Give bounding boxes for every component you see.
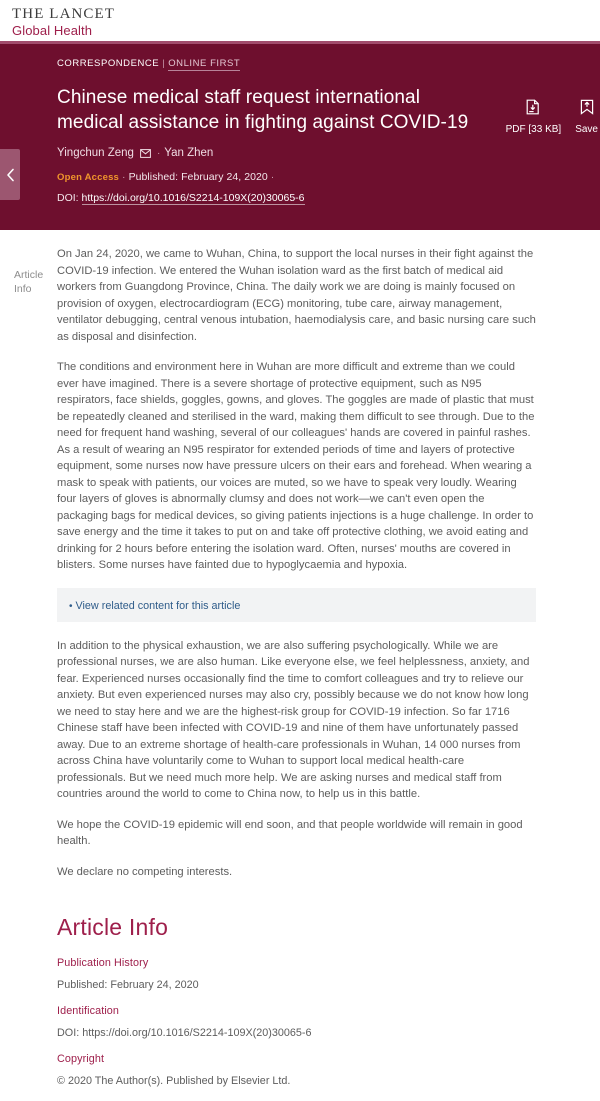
copyright-label[interactable]: Copyright — [57, 1053, 105, 1065]
journal-wordmark[interactable]: THE LANCET — [12, 6, 116, 22]
article-info-section — [57, 914, 536, 1087]
sidebar-item-article-info[interactable]: Article Info — [14, 269, 44, 295]
author-name-1[interactable]: Yan Zhen — [164, 147, 214, 159]
open-access-badge[interactable]: Open Access — [57, 172, 120, 183]
identification-label[interactable]: Identification — [57, 1005, 120, 1017]
article-tools — [506, 99, 600, 135]
article-paragraph: We hope the COVID-19 epidemic will end soon, and that people worldwide will remain in good health. — [57, 818, 523, 847]
copyright-value: © 2020 The Author(s). Published by Elsevier Ltd. — [57, 1075, 291, 1087]
author-email-icon[interactable] — [140, 149, 151, 158]
kicker-separator: | — [162, 58, 166, 69]
article-hero-banner — [0, 44, 600, 230]
save-button[interactable] — [575, 99, 598, 135]
meta-dot-1: · — [122, 171, 126, 183]
site-masthead — [0, 0, 600, 44]
article-side-nav — [0, 246, 57, 1101]
article-content — [57, 246, 600, 1101]
doi-label: DOI: — [57, 192, 79, 204]
article-paragraph: The conditions and environment here in Wuhan are more difficult and extreme than we could ever have imagined. There is a severe shortage of protective equipment, such as N95 respirators, face shields, goggles, gowns, and gloves. The goggles are made of plastic that must be repeatedly cleaned and sterilised in the ward, making them difficult to see through. Due to the need for frequent hand washing, several of our colleagues' hands are covered in painful rashes. As a result of wearing an N95 respirator for extended periods of time and layers of protective equipment, some nurses now have pressure ulcers on their ears and forehead. When wearing a mask to speak with patients, our voices are muted, so we have to speak very loudly. Wearing four layers of gloves is abnormally clumsy and does not work—we can't even open the packaging bags for medical devices, so giving patients injections is a huge challenge. In order to save energy and the time it takes to put on and take off protective clothing, we avoid eating and drinking for 2 hours before entering the isolation ward. Often, nurses' mouths are covered in blisters. Some nurses have fainted due to hypoglycaemia and hypoxia. — [57, 361, 535, 571]
save-bookmark-icon — [580, 99, 594, 120]
doi-link[interactable]: https://doi.org/10.1016/S2214-109X(20)30065-6 — [81, 192, 305, 204]
author-separator: · — [156, 147, 161, 159]
related-content-box — [57, 588, 536, 622]
journal-section-name[interactable]: Global Health — [12, 23, 93, 38]
meta-dot-2: · — [270, 171, 275, 183]
doi-line — [57, 192, 480, 204]
article-kicker — [57, 58, 480, 69]
page-title: Chinese medical staff request international medical assistance in fighting against COVID-19 — [57, 87, 469, 133]
identification-value[interactable]: DOI: https://doi.org/10.1016/S2214-109X(20)30065-6 — [57, 1027, 312, 1039]
article-info-heading: Article Info — [57, 914, 169, 940]
chevron-left-icon — [6, 168, 15, 182]
published-date: Published: February 24, 2020 — [128, 171, 268, 183]
sidebar-collapse-button[interactable] — [0, 149, 20, 200]
publication-history-label[interactable]: Publication History — [57, 957, 149, 969]
pdf-download-label: PDF [33 KB] — [505, 124, 562, 135]
author-list — [57, 147, 480, 159]
online-first-badge[interactable]: ONLINE FIRST — [168, 58, 241, 69]
bullet-icon: • — [69, 600, 73, 612]
article-paragraph: In addition to the physical exhaustion, we are also suffering psychologically. While we are professional nurses, we are also human. Like everyone else, we feel helplessness, anxiety, and fear. Experienced nurses occasionally find the time to comfort colleagues and try to relieve our anxiety. But even experienced nurses may also cry, possibly because we do not know how long we need to stay here and we are the highest-risk group for COVID-19 infection. So far 1716 Chinese staff have been infected with COVID-19 and nine of them have unfortunately passed away. Due to an extreme shortage of health-care professionals in Wuhan, 14 000 nurses from across China have voluntarily come to Wuhan to support local medical health-care professionals. But we need much more help. We are asking nurses and medical staff from countries around the world to come to China now, to help us in this battle. — [57, 639, 530, 800]
publication-history-value: Published: February 24, 2020 — [57, 979, 199, 991]
save-label: Save — [575, 124, 598, 135]
author-name-0[interactable]: Yingchun Zeng — [57, 147, 134, 159]
article-meta — [57, 171, 480, 183]
pdf-download-icon — [526, 99, 540, 120]
article-paragraph: On Jan 24, 2020, we came to Wuhan, China, to support the local nurses in their fight against the COVID-19 infection. We entered the Wuhan isolation ward as the first batch of medical aid workers from Guangdong Province, China. The daily work we are doing is mainly focused on provision of oxygen, electrocardiogram (ECG) monitoring, tube care, airway management, ventilator debugging, central venous intubation, haemodialysis care, and basic nursing care such as disposal and disinfection. — [57, 248, 536, 343]
article-paragraph: We declare no competing interests. — [57, 865, 233, 878]
article-body — [0, 230, 600, 1101]
pdf-download-button[interactable] — [506, 99, 562, 135]
article-type-link[interactable]: CORRESPONDENCE — [57, 58, 160, 69]
related-content-link[interactable]: View related content for this article — [75, 599, 241, 612]
